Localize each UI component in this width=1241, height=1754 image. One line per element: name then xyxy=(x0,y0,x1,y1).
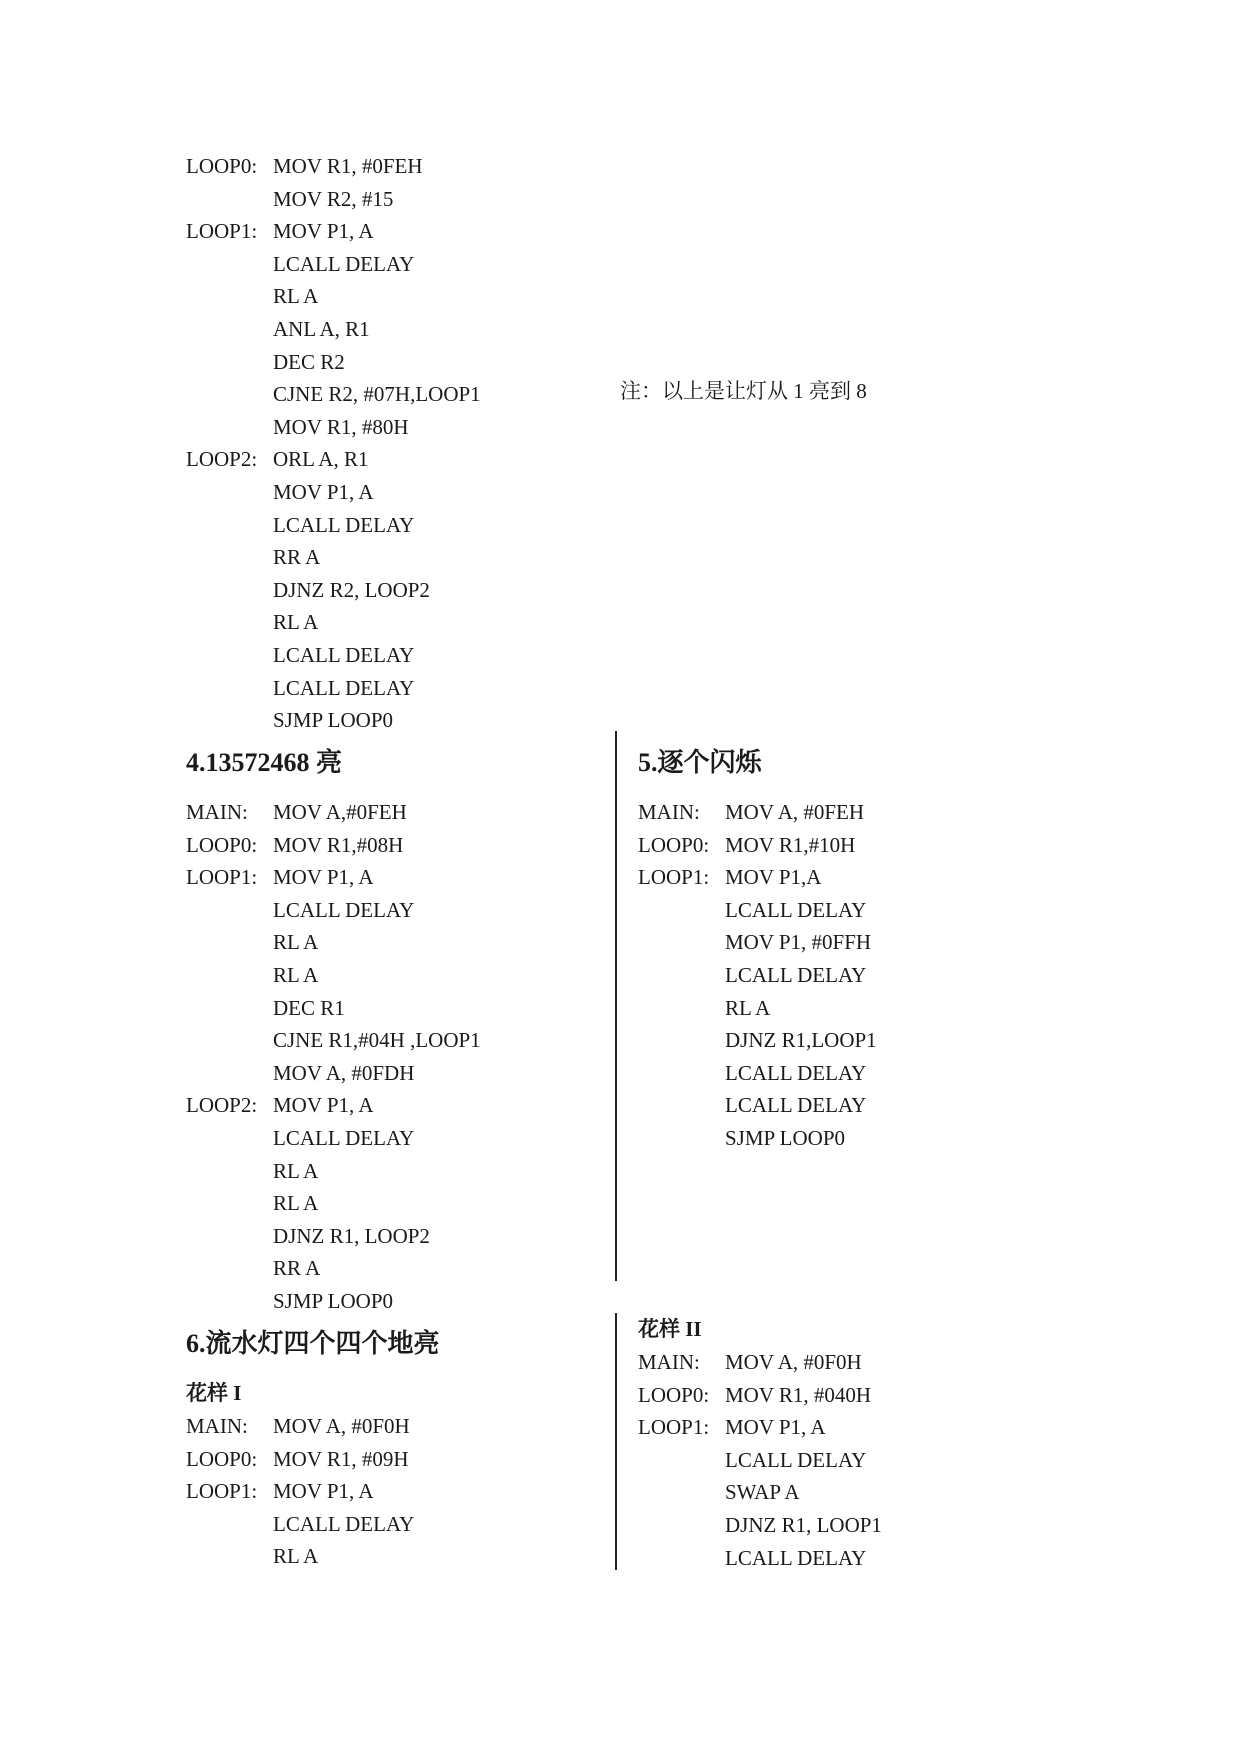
code-line xyxy=(186,1089,606,1122)
code-line xyxy=(638,1542,1058,1575)
code-instruction: MOV P1, A xyxy=(273,1093,374,1118)
code-instruction: SJMP LOOP0 xyxy=(273,1288,394,1313)
code-instruction: RL A xyxy=(273,1158,319,1183)
code-line xyxy=(186,476,626,509)
code-line xyxy=(638,894,1058,927)
code-line xyxy=(638,992,1058,1025)
code-line xyxy=(638,796,1058,829)
code-label: LOOP1: xyxy=(638,1415,710,1440)
code-line xyxy=(186,411,626,444)
code-line xyxy=(638,1024,1058,1057)
code-instruction: MOV R1,#08H xyxy=(273,832,404,857)
code-instruction: RL A xyxy=(273,962,319,987)
code-line xyxy=(638,1346,1058,1379)
code-line xyxy=(186,1252,606,1285)
code-instruction: MOV R1, #80H xyxy=(273,414,409,439)
code-label: LOOP2: xyxy=(186,447,258,472)
code-instruction: MOV P1, A xyxy=(273,479,374,504)
code-line xyxy=(638,926,1058,959)
code-instruction: LCALL DELAY xyxy=(273,512,415,537)
pattern-1-title: 花样 I xyxy=(186,1381,242,1405)
code-instruction: MOV A,#0FEH xyxy=(273,800,407,824)
code-instruction: MOV P1, A xyxy=(725,1415,826,1440)
code-instruction: DEC R1 xyxy=(273,995,345,1020)
code-instruction: RL A xyxy=(273,1544,319,1569)
code-instruction: LCALL DELAY xyxy=(273,251,415,276)
code-label: LOOP1: xyxy=(638,865,710,890)
code-instruction: ANL A, R1 xyxy=(273,316,370,341)
code-instruction: SWAP A xyxy=(725,1480,800,1505)
code-instruction: MOV P1, #0FFH xyxy=(725,930,872,955)
code-instruction: LCALL DELAY xyxy=(725,962,867,987)
code-instruction: RR A xyxy=(273,545,321,570)
code-instruction: RL A xyxy=(273,610,319,635)
code-instruction: LCALL DELAY xyxy=(273,1511,415,1536)
code-line xyxy=(186,215,626,248)
code-line xyxy=(186,1508,606,1541)
section-4-title: 4.13572468 亮 xyxy=(186,748,343,777)
code-instruction: LCALL DELAY xyxy=(273,1125,415,1150)
code-instruction: MOV R1, #09H xyxy=(273,1446,409,1471)
code-label: LOOP0: xyxy=(186,154,258,178)
code-instruction: SJMP LOOP0 xyxy=(725,1125,846,1150)
code-instruction: MOV R1, #0FEH xyxy=(273,154,423,178)
pattern-1-code xyxy=(186,1410,606,1573)
code-instruction: ORL A, R1 xyxy=(273,447,369,472)
code-label: LOOP2: xyxy=(186,1093,258,1118)
code-line xyxy=(638,1411,1058,1444)
code-line xyxy=(186,248,626,281)
code-line xyxy=(186,829,606,862)
code-line xyxy=(638,1444,1058,1477)
code-instruction: RR A xyxy=(273,1256,321,1281)
code-instruction: MOV R2, #15 xyxy=(273,186,394,211)
pattern-2-code xyxy=(638,1346,1058,1574)
code-block-1 xyxy=(186,150,626,737)
code-label: LOOP1: xyxy=(186,865,258,890)
code-line xyxy=(638,861,1058,894)
code-line xyxy=(638,1057,1058,1090)
code-line xyxy=(186,992,606,1025)
code-label: LOOP1: xyxy=(186,1479,258,1504)
code-line xyxy=(186,1024,606,1057)
code-instruction: LCALL DELAY xyxy=(725,1093,867,1118)
code-label: LOOP0: xyxy=(186,1446,258,1471)
code-line xyxy=(186,796,606,829)
code-line xyxy=(638,829,1058,862)
code-line xyxy=(186,280,626,313)
code-instruction: DJNZ R2, LOOP2 xyxy=(273,577,430,602)
code-line xyxy=(186,1285,606,1318)
code-instruction: MOV P1, A xyxy=(273,219,374,244)
code-instruction: MOV P1,A xyxy=(725,865,822,890)
code-label: LOOP0: xyxy=(186,832,258,857)
code-line xyxy=(186,378,626,411)
code-instruction: MOV R1,#10H xyxy=(725,832,856,857)
code-instruction: DJNZ R1, LOOP2 xyxy=(273,1223,430,1248)
code-instruction: MOV A, #0F0H xyxy=(273,1414,410,1438)
code-label: MAIN: xyxy=(638,800,700,824)
code-instruction: SJMP LOOP0 xyxy=(273,708,394,733)
code-line xyxy=(186,672,626,705)
code-instruction: RL A xyxy=(725,995,771,1020)
code-line xyxy=(186,1540,606,1573)
code-line xyxy=(186,443,626,476)
code-line xyxy=(638,1379,1058,1412)
code-instruction: DJNZ R1, LOOP1 xyxy=(725,1512,882,1537)
code-line xyxy=(186,1220,606,1253)
code-label: MAIN: xyxy=(638,1350,700,1374)
code-instruction: MOV A, #0FEH xyxy=(725,800,865,824)
code-line xyxy=(186,346,626,379)
code-label: LOOP0: xyxy=(638,832,710,857)
code-line xyxy=(186,606,626,639)
code-line xyxy=(186,541,626,574)
code-line xyxy=(186,1057,606,1090)
code-instruction: RL A xyxy=(273,284,319,309)
code-label: MAIN: xyxy=(186,800,248,824)
code-line xyxy=(186,313,626,346)
code-instruction: MOV P1, A xyxy=(273,865,374,890)
section-6-title: 6.流水灯四个四个地亮 xyxy=(186,1329,440,1358)
code-line xyxy=(186,1122,606,1155)
code-instruction: MOV R1, #040H xyxy=(725,1382,872,1407)
code-instruction: CJNE R2, #07H,LOOP1 xyxy=(273,382,481,407)
code-instruction: LCALL DELAY xyxy=(725,897,867,922)
code-line xyxy=(186,926,606,959)
pattern-2-title: 花样 II xyxy=(638,1317,702,1341)
code-label: LOOP0: xyxy=(638,1382,710,1407)
section-5-title: 5.逐个闪烁 xyxy=(638,748,762,777)
section-4-code xyxy=(186,796,606,1318)
code-line xyxy=(638,1476,1058,1509)
code-instruction: LCALL DELAY xyxy=(725,1060,867,1085)
code-line xyxy=(186,1187,606,1220)
code-line xyxy=(186,1443,606,1476)
code-line xyxy=(186,509,626,542)
code-line xyxy=(186,894,606,927)
code-line xyxy=(186,183,626,216)
code-line xyxy=(186,959,606,992)
code-instruction: LCALL DELAY xyxy=(725,1447,867,1472)
column-divider-upper xyxy=(615,731,617,1281)
code-line xyxy=(186,704,626,737)
code-label: LOOP1: xyxy=(186,219,258,244)
section-5-code xyxy=(638,796,1058,1155)
code-line xyxy=(638,1122,1058,1155)
code-line xyxy=(186,639,626,672)
code-instruction: MOV A, #0FDH xyxy=(273,1060,415,1085)
code-line xyxy=(186,861,606,894)
note-text: 注：以上是让灯从 1 亮到 8 xyxy=(620,379,867,403)
code-label: MAIN: xyxy=(186,1414,248,1438)
code-line xyxy=(186,1475,606,1508)
code-instruction: RL A xyxy=(273,1191,319,1216)
code-line xyxy=(638,959,1058,992)
column-divider-lower xyxy=(615,1313,617,1570)
code-instruction: RL A xyxy=(273,930,319,955)
code-line xyxy=(186,1410,606,1443)
code-instruction: LCALL DELAY xyxy=(273,642,415,667)
code-instruction: CJNE R1,#04H ,LOOP1 xyxy=(273,1028,481,1053)
code-instruction: MOV P1, A xyxy=(273,1479,374,1504)
code-instruction: DEC R2 xyxy=(273,349,345,374)
code-instruction: MOV A, #0F0H xyxy=(725,1350,862,1374)
code-line xyxy=(638,1089,1058,1122)
code-instruction: LCALL DELAY xyxy=(273,897,415,922)
code-instruction: DJNZ R1,LOOP1 xyxy=(725,1028,877,1053)
code-instruction: LCALL DELAY xyxy=(273,675,415,700)
code-line xyxy=(186,150,626,183)
code-line xyxy=(638,1509,1058,1542)
code-line xyxy=(186,574,626,607)
code-line xyxy=(186,1155,606,1188)
code-instruction: LCALL DELAY xyxy=(725,1545,867,1570)
